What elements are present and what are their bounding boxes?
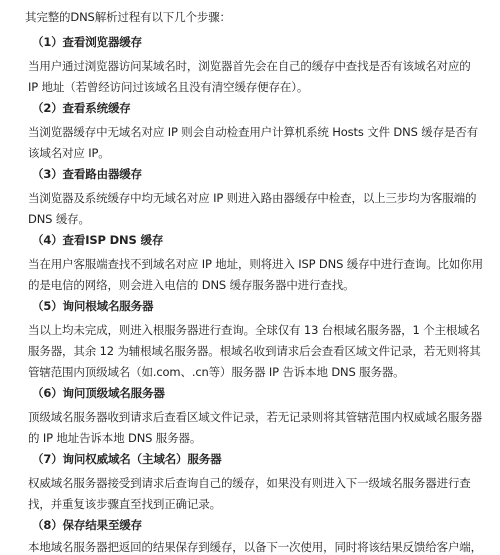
step-2-text-line-2: 该域名对应 IP。: [28, 146, 110, 160]
step-7-heading: （7）询问权威域名（主域名）服务器: [32, 452, 222, 466]
step-3-heading: （3）查看路由器缓存: [32, 167, 143, 181]
step-7-text-line-1: 权威域名服务器接受到请求后查询自己的缓存，如果没有则进入下一级域名服务器进行查: [28, 476, 471, 490]
step-4-text-line-2: 的是电信的网络，则会进入电信的 DNS 缓存服务器中进行查找。: [28, 278, 355, 292]
step-7-text-line-2: 找，并重复该步骤直至找到正确记录。: [28, 497, 221, 511]
step-6-text-line-1: 顶级域名服务器收到请求后查看区域文件记录，若无记录则将其管辖范围内权威域名服务器: [28, 410, 482, 424]
step-6-text-line-2: 的 IP 地址告诉本地 DNS 服务器。: [28, 431, 202, 445]
step-1-heading: （1）查看浏览器缓存: [32, 35, 143, 49]
step-8-heading: （8）保存结果至缓存: [32, 518, 143, 532]
step-3-text-line-1: 当浏览器及系统缓存中均无域名对应 IP 则进入路由器缓存中检查，以上三步均为客服端的: [28, 191, 477, 205]
step-3-text-line-2: DNS 缓存。: [28, 212, 90, 226]
step-1-text-line-2: IP 地址（若曾经访问过该域名且没有清空缓存便存在）。: [28, 80, 309, 94]
step-2-heading: （2）查看系统缓存: [32, 101, 131, 115]
step-2-text-line-1: 当浏览器缓存中无域名对应 IP 则会自动检查用户计算机系统 Hosts 文件 DNS 缓存是否有: [28, 125, 478, 139]
step-5-text-line-1: 当以上均未完成，则进入根服务器进行查询。全球仅有 13 台根域名服务器，1 个主根域名: [28, 323, 480, 337]
step-5-heading: （5）询问根域名服务器: [32, 299, 154, 313]
step-1-text-line-1: 当用户通过浏览器访问某域名时，浏览器首先会在自己的缓存中查找是否有该域名对应的: [28, 59, 471, 73]
step-4-heading: （4）查看ISP DNS 缓存: [32, 233, 164, 247]
step-5-text-line-2: 服务器，其余 12 为辅根域名服务器。根域名收到请求后会查看区域文件记录，若无则将其: [28, 344, 481, 358]
step-8-text-line-1: 本地域名服务器把返回的结果保存到缓存，以备下一次使用，同时将该结果反馈给客户端，: [28, 540, 482, 554]
intro-paragraph: 其完整的DNS解析过程有以下几个步骤：: [25, 10, 231, 24]
step-4-text-line-1: 当在用户客服端查找不到域名对应 IP 地址，则将进入 ISP DNS 缓存中进行查询。比如你用: [28, 257, 483, 271]
step-5-text-line-3: 管辖范围内顶级域名（如.com、.cn等）服务器 IP 告诉本地 DNS 服务器。: [28, 365, 405, 379]
step-6-heading: （6）询问顶级域名服务器: [32, 386, 165, 400]
